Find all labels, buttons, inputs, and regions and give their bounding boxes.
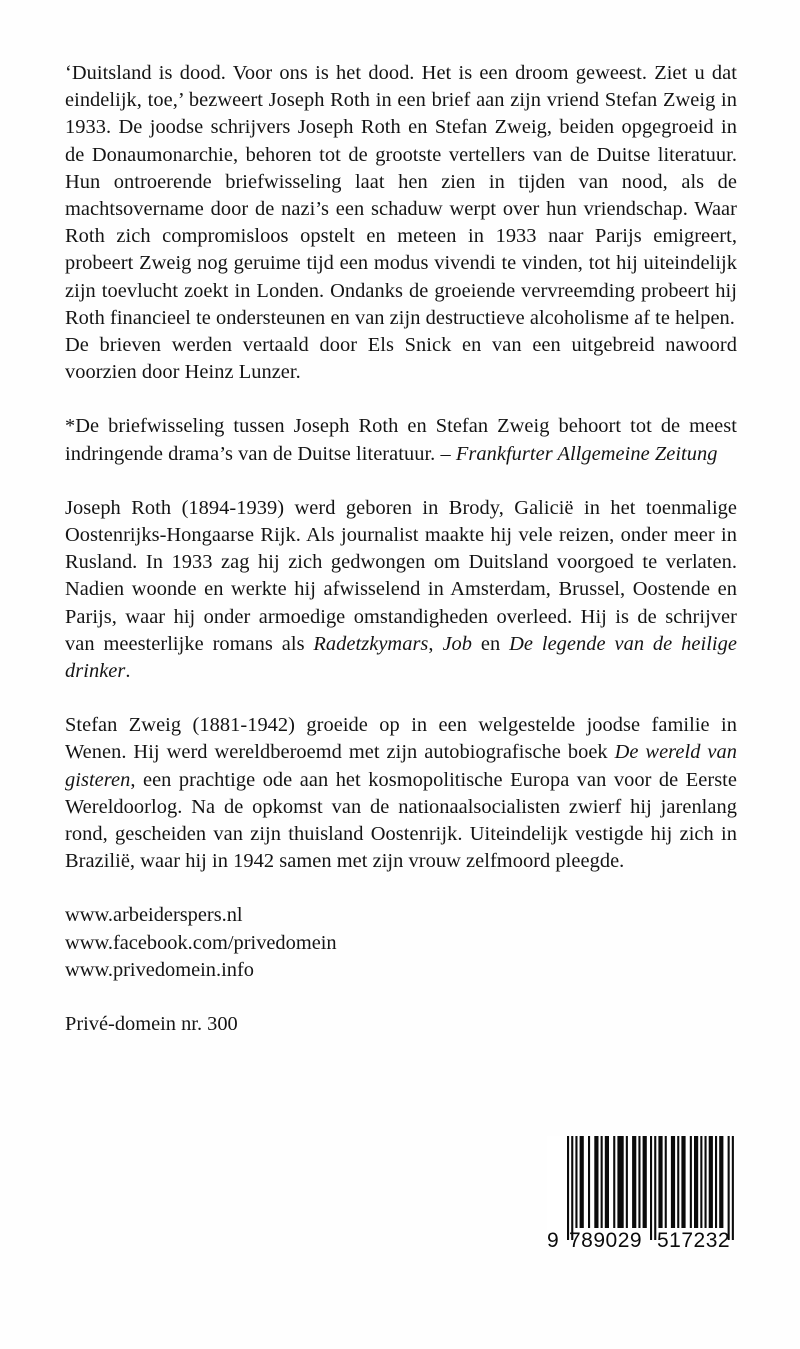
zweig-work-title-1: De wereld van gisteren bbox=[65, 741, 737, 791]
barcode-right-group: 517232 bbox=[657, 1229, 731, 1252]
cover-text-column bbox=[65, 60, 737, 1038]
spacer-before-series-line bbox=[65, 984, 737, 1011]
roth-work-title-2: Job bbox=[442, 632, 473, 655]
author-bio-zweig bbox=[65, 712, 737, 875]
roth-title-separator-1: , bbox=[428, 632, 443, 655]
review-quote-text: *De briefwisseling tussen Joseph Roth en Stefan Zweig behoort tot de meest indringende drama’s van de Duitse literatuur. – bbox=[65, 415, 737, 465]
publisher-website-link[interactable]: www.arbeiderspers.nl bbox=[65, 904, 243, 927]
spacer-before-roth-bio bbox=[65, 468, 737, 495]
review-quote bbox=[65, 413, 737, 467]
spacer-before-quote bbox=[65, 386, 737, 413]
isbn-barcode bbox=[547, 1136, 735, 1252]
author-bio-roth bbox=[65, 495, 737, 685]
roth-work-title-1: Radetzkymars bbox=[313, 632, 429, 655]
barcode-left-group: 789029 bbox=[569, 1229, 643, 1252]
roth-work-title-3: De legende van de heilige drinker bbox=[65, 632, 737, 683]
roth-bio-text: Joseph Roth (1894-1939) werd geboren in Brody, Galicië in het toenmalige Oostenrijks-Hongaarse Rijk. Als journalist maakte hij vele reizen, onder meer in Rusland. In 1933 zag hij zich gedwongen om Duitsland voorgoed te verlaten. Nadien woonde en werkte hij afwisselend in Amsterdam, Brussel, Oostende en Parijs, waar hij onder armoedige omstandigheden overleed. Hij is de schrijver van meesterlijke romans als bbox=[65, 496, 737, 655]
roth-title-separator-2: en bbox=[472, 632, 510, 655]
review-quote-source: Frankfurter Allgemeine Zeitung bbox=[455, 442, 718, 465]
spacer-before-zweig-bio bbox=[65, 685, 737, 712]
spacer-before-links bbox=[65, 875, 737, 902]
barcode-bars-graphic bbox=[547, 1136, 735, 1240]
zweig-bio-text-2: , een prachtige ode aan het kosmopolitische Europa van voor de Eerste Wereldoorlog. Na de opkomst van de nationaalsocialisten zwierf hij jarenlang rond, gescheiden van zijn thuisland Oostenrijk. Uiteindelijk vestigde hij zich in Brazilië, waar hij in 1942 samen met zijn vrouw zelfmoord pleegde. bbox=[65, 768, 737, 873]
series-number-line: Privé-domein nr. 300 bbox=[65, 1013, 238, 1036]
facebook-page-link[interactable]: www.facebook.com/privedomein bbox=[65, 931, 337, 954]
blurb-paragraph-2: De brieven werden vertaald door Els Snick en van een uitgebreid nawoord voorzien door Heinz Lunzer. bbox=[65, 334, 737, 384]
blurb-paragraph-1: ‘Duitsland is dood. Voor ons is het dood. Het is een droom geweest. Ziet u dat eindelijk, toe,’ bezweert Joseph Roth in een brief aan zijn vriend Stefan Zweig in 1933. De joodse schrijvers Joseph Roth en Stefan Zweig, beiden opgegroeid in de Donaumonarchie, behoren tot de grootste vertellers van de Duitse literatuur. Hun ontroerende briefwisseling laat hen zien in tijden van nood, als de machtsovername door de nazi’s een schaduw werpt over hun vriendschap. Waar Roth zich compromisloos opstelt en meteen in 1933 naar Parijs emigreert, probeert Zweig nog geruime tijd een modus vivendi te vinden, tot hij uiteindelijk zijn toevlucht zoekt in Londen. Ondanks de groeiende vervreemding probeert hij Roth financieel te ondersteunen en van zijn destructieve alcoholisme af te helpen. bbox=[65, 62, 737, 329]
roth-bio-end: . bbox=[125, 660, 131, 683]
barcode-lead-digit: 9 bbox=[547, 1229, 560, 1252]
zweig-bio-text-1: Stefan Zweig (1881-1942) groeide op in een welgestelde joodse familie in Wenen. Hij werd wereldberoemd met zijn autobiografische boek bbox=[65, 714, 737, 764]
series-website-link[interactable]: www.privedomein.info bbox=[65, 958, 254, 981]
barcode-digits bbox=[547, 1228, 735, 1254]
